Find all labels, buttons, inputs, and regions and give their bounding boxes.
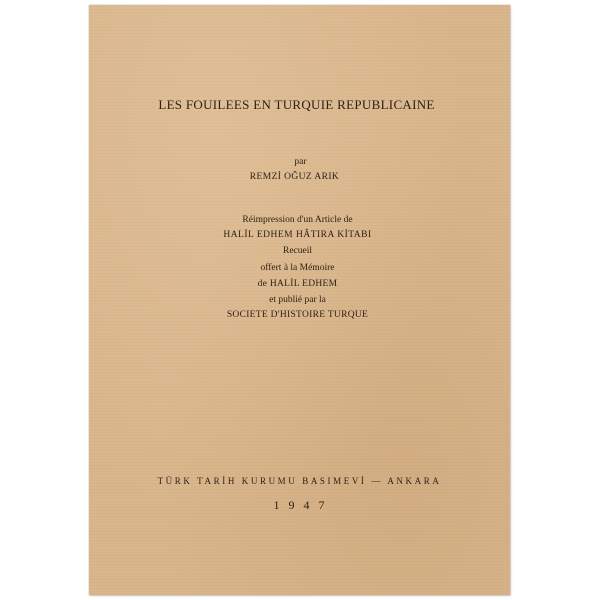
publication-year: 1947 <box>273 498 334 512</box>
published-line: et publié par la <box>269 295 326 305</box>
collection-label: Recueil <box>282 246 312 256</box>
by-label: par <box>294 157 307 167</box>
source-book-title: HALİL EDHEM HÂTIRA KİTABI <box>223 230 372 240</box>
reprint-line: Réimpression d'un Article de <box>242 215 353 225</box>
book-title: LES FOUILEES EN TURQUIE REPUBLICAINE <box>158 97 435 112</box>
dedicatee-line: de HALİL EDHEM <box>257 279 338 289</box>
book-cover <box>89 5 510 595</box>
publisher-imprint: TÜRK TARİH KURUMU BASIMEVİ — ANKARA <box>157 476 442 486</box>
author-name: REMZİ OĞUZ ARIK <box>249 172 340 182</box>
offered-line: offert à la Mémoire <box>260 263 335 273</box>
society-name: SOCIETE D'HISTOIRE TURQUE <box>226 310 369 320</box>
